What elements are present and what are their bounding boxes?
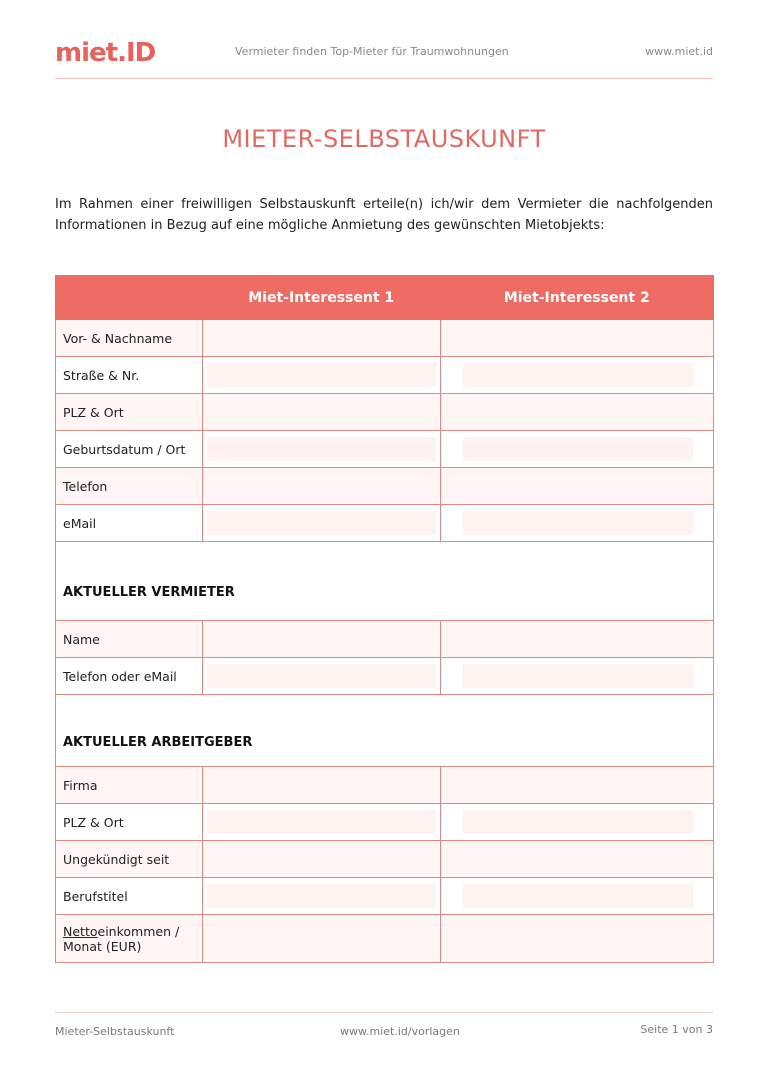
table-row <box>56 394 714 431</box>
table-row <box>56 468 714 505</box>
section-heading-employer: AKTUELLER ARBEITGEBER <box>56 695 714 767</box>
input-box[interactable] <box>207 511 436 535</box>
row-label: Telefon oder eMail <box>56 658 203 695</box>
landlord-contact-field-applicant-1[interactable] <box>202 658 440 695</box>
table-row <box>56 431 714 468</box>
job-title-field-applicant-2[interactable] <box>440 878 714 915</box>
header-url: www.miet.id <box>645 45 713 58</box>
input-box[interactable] <box>207 363 436 387</box>
page-number: Seite 1 von 3 <box>640 1023 713 1036</box>
zip-city-field-applicant-2[interactable] <box>440 394 714 431</box>
footer-url: www.miet.id/vorlagen <box>340 1025 460 1038</box>
row-label: Straße & Nr. <box>56 357 203 394</box>
row-label: Ungekündigt seit <box>56 841 203 878</box>
birth-field-applicant-1[interactable] <box>202 431 440 468</box>
employed-since-field-applicant-1[interactable] <box>202 841 440 878</box>
header-tagline: Vermieter finden Top-Mieter für Traumwohnungen <box>235 45 509 58</box>
section-heading-landlord: AKTUELLER VERMIETER <box>56 542 714 621</box>
label-rest: einkommen / Monat (EUR) <box>63 923 180 954</box>
column-header-label <box>56 276 203 320</box>
input-box[interactable] <box>463 363 694 387</box>
row-label: eMail <box>56 505 203 542</box>
intro-paragraph: Im Rahmen einer freiwilligen Selbstauskunft erteile(n) ich/wir dem Vermieter die nachfolgenden Informationen in Bezug auf eine mögliche Anmietung des gewünschten Mietobjekts: <box>55 197 713 233</box>
row-label: Geburtsdatum / Ort <box>56 431 203 468</box>
footer-document-name: Mieter-Selbstauskunft <box>55 1025 175 1038</box>
row-label: Vor- & Nachname <box>56 320 203 357</box>
input-box[interactable] <box>207 884 436 908</box>
input-box[interactable] <box>463 810 694 834</box>
net-income-field-applicant-1[interactable] <box>202 915 440 963</box>
footer-divider <box>55 1012 713 1013</box>
row-label: Berufstitel <box>56 878 203 915</box>
row-label: Telefon <box>56 468 203 505</box>
net-income-field-applicant-2[interactable] <box>440 915 714 963</box>
phone-field-applicant-1[interactable] <box>202 468 440 505</box>
company-field-applicant-2[interactable] <box>440 767 714 804</box>
input-box[interactable] <box>207 664 436 688</box>
input-box[interactable] <box>463 884 694 908</box>
phone-field-applicant-2[interactable] <box>440 468 714 505</box>
page-header <box>55 38 713 78</box>
landlord-contact-field-applicant-2[interactable] <box>440 658 714 695</box>
label-underlined-part: Netto <box>63 923 98 939</box>
column-header-applicant-2: Miet-Interessent 2 <box>440 276 714 320</box>
input-box[interactable] <box>463 664 694 688</box>
page-title: MIETER-SELBSTAUSKUNFT <box>222 125 546 153</box>
self-disclosure-table <box>55 275 714 963</box>
table-row <box>56 621 714 658</box>
header-divider <box>55 78 713 79</box>
street-field-applicant-1[interactable] <box>202 357 440 394</box>
input-box[interactable] <box>207 810 436 834</box>
table-row <box>56 767 714 804</box>
input-box[interactable] <box>463 437 694 461</box>
table-row <box>56 658 714 695</box>
zip-city-field-applicant-1[interactable] <box>202 394 440 431</box>
row-label-income <box>56 915 203 963</box>
table-row <box>56 841 714 878</box>
email-field-applicant-1[interactable] <box>202 505 440 542</box>
table-row <box>56 878 714 915</box>
birth-field-applicant-2[interactable] <box>440 431 714 468</box>
table-row <box>56 804 714 841</box>
street-field-applicant-2[interactable] <box>440 357 714 394</box>
company-field-applicant-1[interactable] <box>202 767 440 804</box>
table-header-row <box>56 276 714 320</box>
column-header-applicant-1: Miet-Interessent 1 <box>202 276 440 320</box>
job-title-field-applicant-1[interactable] <box>202 878 440 915</box>
employer-zip-field-applicant-2[interactable] <box>440 804 714 841</box>
table-row <box>56 505 714 542</box>
employer-zip-field-applicant-1[interactable] <box>202 804 440 841</box>
table-row <box>56 320 714 357</box>
input-box[interactable] <box>207 437 436 461</box>
input-box[interactable] <box>463 511 694 535</box>
name-field-applicant-1[interactable] <box>202 320 440 357</box>
employed-since-field-applicant-2[interactable] <box>440 841 714 878</box>
section-row-landlord <box>56 542 714 621</box>
table-row <box>56 357 714 394</box>
section-row-employer <box>56 695 714 767</box>
row-label: Firma <box>56 767 203 804</box>
table-row <box>56 915 714 963</box>
landlord-name-field-applicant-2[interactable] <box>440 621 714 658</box>
row-label: PLZ & Ort <box>56 394 203 431</box>
name-field-applicant-2[interactable] <box>440 320 714 357</box>
landlord-name-field-applicant-1[interactable] <box>202 621 440 658</box>
row-label: Name <box>56 621 203 658</box>
email-field-applicant-2[interactable] <box>440 505 714 542</box>
miet-id-logo: miet.ID <box>55 38 156 68</box>
row-label: PLZ & Ort <box>56 804 203 841</box>
